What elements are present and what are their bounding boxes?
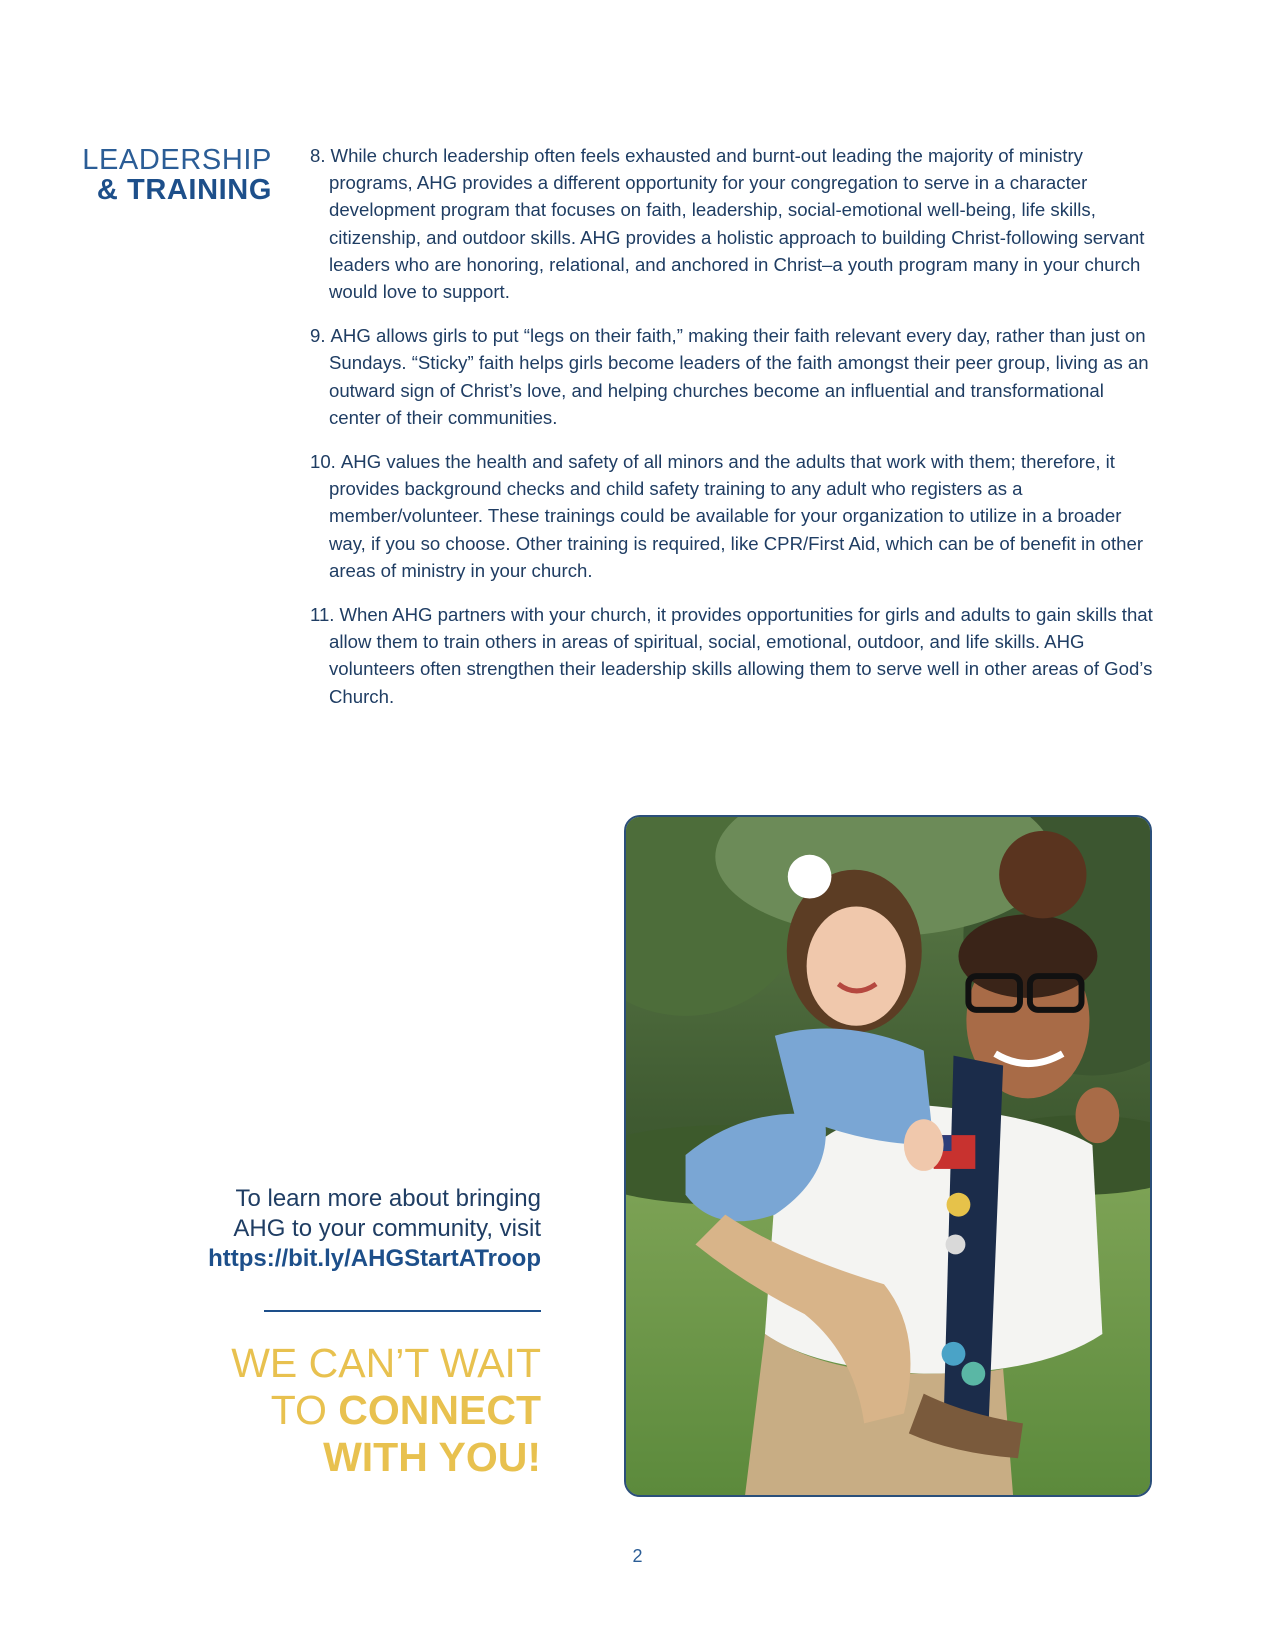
tagline-line-2 (120, 1387, 541, 1434)
item-text: AHG values the health and safety of all minors and the adults that work with them; therefore, it provides background checks and child safety training to any adult who registers as a member/volunteer. These trainings could be available for your organization to utilize in a broader way, if you so choose. Other training is required, like CPR/First Aid, which can be of benefit in other areas of ministry in your church. (329, 451, 1144, 581)
cta-line-2: AHG to your community, visit (233, 1215, 541, 1242)
photo-girls-piggyback (624, 815, 1152, 1497)
item-number: 9. (310, 325, 326, 347)
item-number: 10. (310, 451, 336, 473)
tagline-line-2-light: TO (270, 1387, 339, 1433)
section-heading-bold: & TRAINING (96, 173, 272, 206)
tagline-line-1: WE CAN’T WAIT (231, 1340, 541, 1386)
numbered-list (310, 142, 1155, 727)
tagline-line-2-bold: CONNECT (338, 1387, 541, 1433)
call-to-action (120, 1184, 541, 1274)
page-number: 2 (632, 1546, 643, 1566)
cta-line-1: To learn more about bringing (235, 1185, 541, 1212)
item-number: 8. (310, 145, 326, 166)
tagline (120, 1340, 541, 1481)
item-text: AHG allows girls to put “legs on their faith,” making their faith relevant every day, rather than just on Sundays. “Sticky” faith helps girls become leaders of the faith amongst their peer group, living as an outward sign of Christ’s love, and helping churches become an influential and transformational center of their communities. (329, 325, 1149, 428)
list-item (310, 142, 1155, 305)
divider (264, 1310, 541, 1312)
start-a-troop-link[interactable]: https://bit.ly/AHGStartATroop (208, 1245, 541, 1272)
list-item (310, 601, 1155, 710)
photo-illustration (626, 817, 1150, 1495)
item-text: When AHG partners with your church, it provides opportunities for girls and adults to gain skills that allow them to train others in areas of spiritual, social, emotional, outdoor, and life skills. AHG volunteers often strengthen their leadership skills allowing them to serve well in other areas of God’s Church. (329, 604, 1153, 707)
tagline-line-3: WITH YOU! (323, 1434, 541, 1480)
item-text: While church leadership often feels exhausted and burnt-out leading the majority of ministry programs, AHG provides a different opportunity for your congregation to serve in a character development program that focuses on faith, leadership, social-emotional well-being, life skills, citizenship, and outdoor skills. AHG provides a holistic approach to building Christ-following servant leaders who are honoring, relational, and anchored in Christ–a youth program many in your church would love to support. (329, 145, 1145, 303)
section-heading-light: LEADERSHIP (82, 144, 272, 176)
list-item (310, 322, 1155, 431)
section-heading (60, 146, 272, 205)
item-number: 11. (310, 604, 335, 626)
list-item (310, 448, 1155, 584)
